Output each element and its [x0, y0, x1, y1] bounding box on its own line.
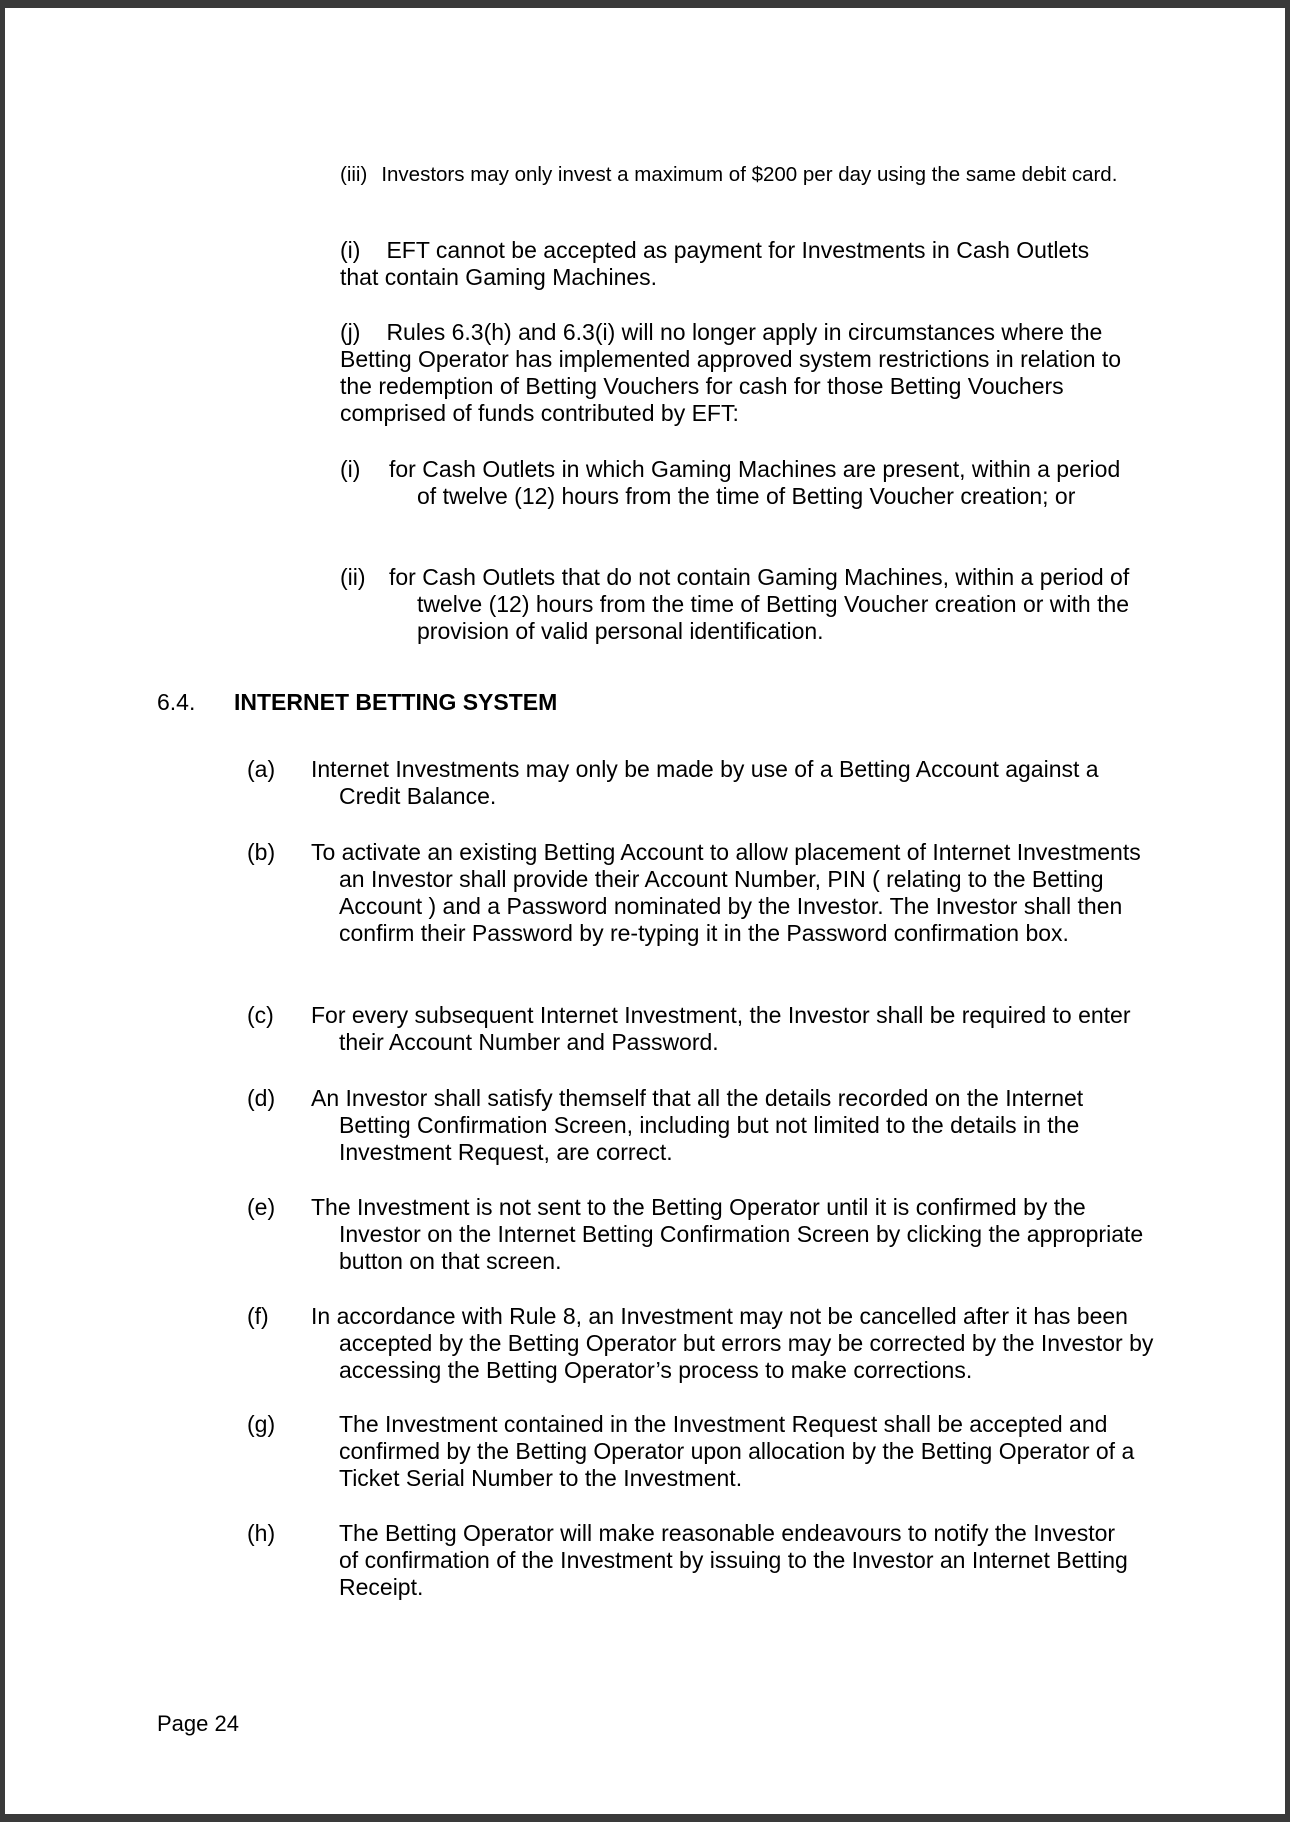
item-text: An Investor shall satisfy themself that all the details recorded on the Internet Betting Confirmation Screen, including but not limited to the details in the Investment Request, are correct. [311, 1085, 1084, 1165]
item-label: (i) [340, 237, 361, 263]
item-text: For every subsequent Internet Investment, the Investor shall be required to enter their Account Number and Password. [311, 1002, 1131, 1055]
item-text: In accordance with Rule 8, an Investment may not be cancelled after it has been accepted by the Betting Operator but errors may be corrected by the Investor by accessing the Betting Operator’s process to make corrections. [311, 1303, 1154, 1383]
item-text: for Cash Outlets in which Gaming Machines are present, within a period of twelve (12) hours from the time of Betting Voucher creation; or [389, 456, 1121, 509]
item-label: (b) [247, 839, 276, 865]
item-label: (d) [247, 1085, 276, 1111]
item-label: (iii) [340, 163, 368, 186]
list-item [340, 319, 1140, 427]
item-text: for Cash Outlets that do not contain Gaming Machines, within a period of twelve (12) hours from the time of Betting Voucher creation or with the provision of valid personal identification. [389, 564, 1130, 644]
item-label: (j) [340, 319, 361, 345]
list-item [340, 237, 1130, 291]
item-label: (h) [247, 1520, 276, 1546]
item-text: The Investment contained in the Investment Request shall be accepted and confirmed by the Betting Operator upon allocation by the Betting Operator of a Ticket Serial Number to the Investment. [339, 1411, 1135, 1491]
item-label: (g) [247, 1411, 276, 1437]
page-number: Page 24 [157, 1711, 239, 1736]
item-text: The Betting Operator will make reasonable endeavours to notify the Investor of confirmation of the Investment by issuing to the Investor an Internet Betting Receipt. [339, 1520, 1128, 1600]
item-label: (i) [340, 456, 361, 482]
item-text: Rules 6.3(h) and 6.3(i) will no longer apply in circumstances where the Betting Operator has implemented approved system restrictions in relation to the redemption of Betting Vouchers for cash for those Betting Vouchers comprised of funds contributed by EFT: [340, 319, 1122, 426]
document-page [5, 8, 1285, 1814]
item-text: EFT cannot be accepted as payment for Investments in Cash Outlets that contain Gaming Machines. [340, 237, 1090, 290]
section-number: 6.4. [157, 689, 196, 715]
item-label: (a) [247, 756, 276, 782]
item-label: (ii) [340, 564, 366, 590]
item-text: Investors may only invest a maximum of $200 per day using the same debit card. [381, 163, 1118, 186]
item-text: To activate an existing Betting Account to allow placement of Internet Investments an Investor shall provide their Account Number, PIN ( relating to the Betting Account ) and a Password nominated by the Investor. The Investor shall then confirm their Password by re-typing it in the Password confirmation box. [311, 839, 1141, 946]
item-label: (c) [247, 1002, 274, 1028]
section-title: INTERNET BETTING SYSTEM [234, 689, 558, 715]
item-text: The Investment is not sent to the Betting Operator until it is confirmed by the Investor on the Internet Betting Confirmation Screen by clicking the appropriate button on that screen. [311, 1194, 1144, 1274]
item-text: Internet Investments may only be made by use of a Betting Account against a Credit Balance. [311, 756, 1099, 809]
item-label: (f) [247, 1303, 269, 1329]
list-item [340, 162, 1158, 187]
item-label: (e) [247, 1194, 276, 1220]
